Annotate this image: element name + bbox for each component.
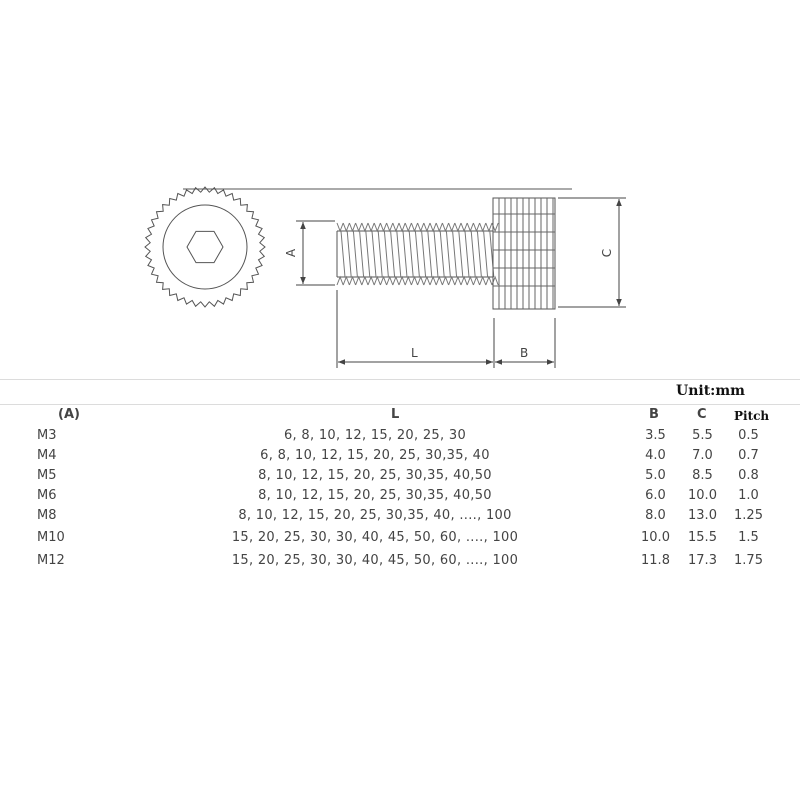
cell-b: 10.0 (641, 530, 670, 545)
dimension-a (296, 221, 335, 285)
table-row (0, 530, 800, 550)
cell-size: M12 (37, 553, 65, 568)
cell-size: M10 (37, 530, 65, 545)
table-row (0, 448, 800, 468)
header-a: (A) (58, 407, 80, 422)
cell-c: 8.5 (692, 468, 713, 483)
cell-size: M3 (37, 428, 57, 443)
header-pitch: Pitch (734, 409, 770, 423)
cell-pitch: 0.8 (738, 468, 759, 483)
cell-size: M5 (37, 468, 57, 483)
cell-c: 15.5 (688, 530, 717, 545)
cell-lengths: 6, 8, 10, 12, 15, 20, 25, 30,35, 40 (260, 448, 490, 463)
cell-lengths: 6, 8, 10, 12, 15, 20, 25, 30 (283, 428, 467, 443)
cell-b: 5.0 (645, 468, 666, 483)
cell-size: M4 (37, 448, 57, 463)
cell-pitch: 1.0 (738, 488, 759, 503)
cell-b: 8.0 (645, 508, 666, 523)
cell-b: 4.0 (645, 448, 666, 463)
cell-b: 3.5 (645, 428, 666, 443)
cell-c: 13.0 (688, 508, 717, 523)
cell-c: 7.0 (692, 448, 713, 463)
cell-pitch: 0.7 (738, 448, 759, 463)
cell-lengths: 8, 10, 12, 15, 20, 25, 30,35, 40,50 (258, 468, 492, 483)
screw-technical-drawing (0, 0, 800, 380)
dim-label-c: C (600, 248, 615, 258)
unit-label: Unit:mm (676, 383, 745, 399)
cell-lengths: 8, 10, 12, 15, 20, 25, 30,35, 40, ...., 100 (238, 508, 512, 523)
cell-c: 10.0 (688, 488, 717, 503)
cell-lengths: 15, 20, 25, 30, 30, 40, 45, 50, 60, ...., 100 (231, 553, 519, 568)
table-row (0, 508, 800, 528)
header-l: L (391, 407, 400, 422)
table-row (0, 488, 800, 508)
cell-b: 11.8 (641, 553, 670, 568)
cell-size: M6 (37, 488, 57, 503)
table-row (0, 468, 800, 488)
header-c: C (697, 407, 707, 422)
cell-pitch: 0.5 (738, 428, 759, 443)
cell-b: 6.0 (645, 488, 666, 503)
cell-pitch: 1.25 (734, 508, 763, 523)
divider (0, 404, 800, 405)
cell-lengths: 8, 10, 12, 15, 20, 25, 30,35, 40,50 (258, 488, 492, 503)
cell-c: 17.3 (688, 553, 717, 568)
cell-pitch: 1.5 (738, 530, 759, 545)
cell-pitch: 1.75 (734, 553, 763, 568)
dim-label-l: L (411, 346, 418, 360)
divider (0, 379, 800, 380)
head-end-view (145, 187, 265, 307)
header-b: B (649, 407, 659, 422)
table-row (0, 428, 800, 448)
dim-label-b: B (520, 346, 529, 360)
cell-c: 5.5 (692, 428, 713, 443)
cell-size: M8 (37, 508, 57, 523)
hex-socket (187, 231, 223, 262)
dim-label-a: A (284, 248, 299, 258)
table-row (0, 553, 800, 573)
cell-lengths: 15, 20, 25, 30, 30, 40, 45, 50, 60, ...., 100 (231, 530, 519, 545)
screw-shank (337, 223, 498, 285)
dimension-c (558, 198, 626, 307)
screw-head-side (493, 198, 555, 309)
